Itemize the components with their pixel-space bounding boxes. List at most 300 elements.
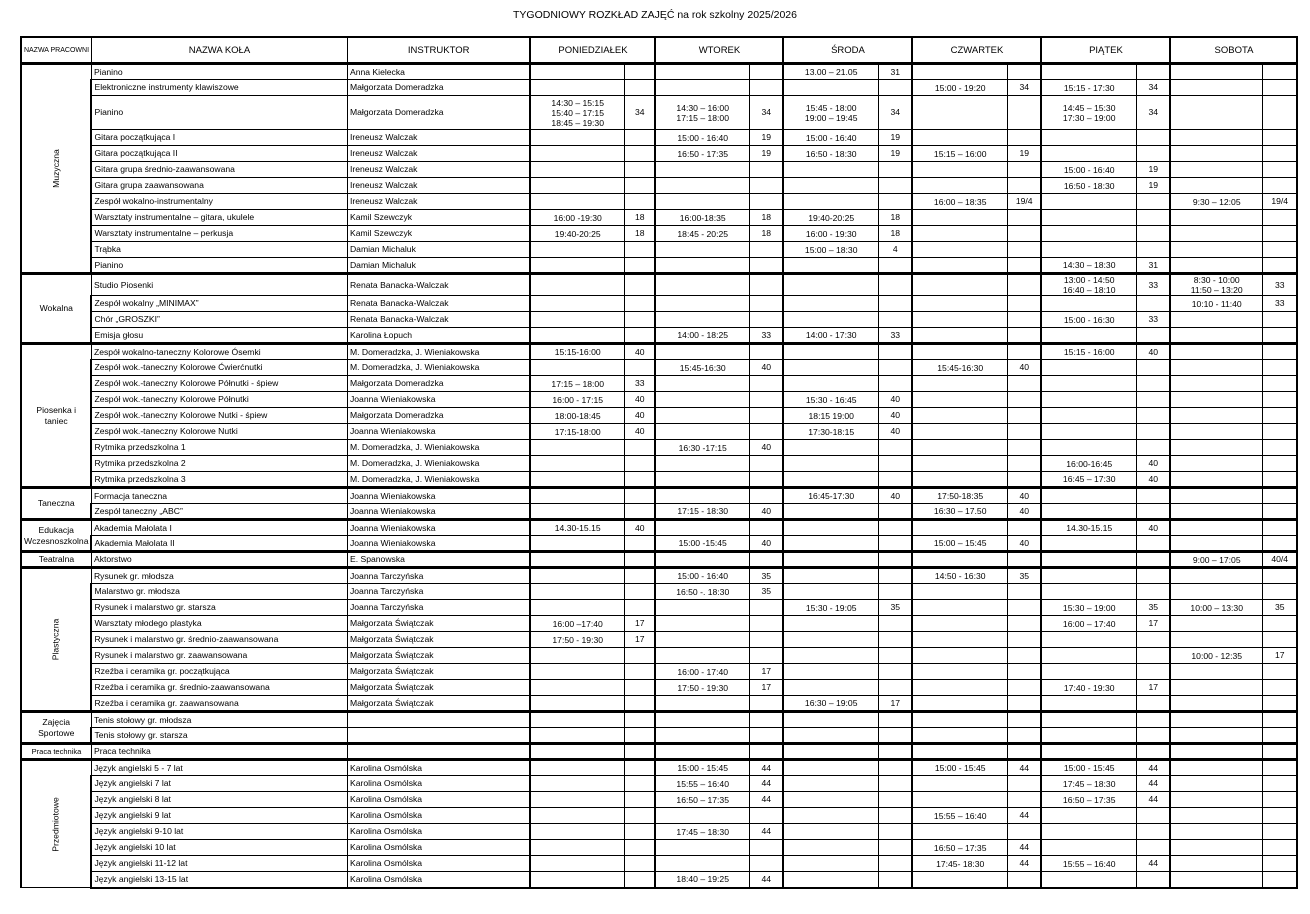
room-number bbox=[749, 728, 783, 744]
table-row bbox=[21, 856, 1297, 872]
room-number bbox=[624, 584, 655, 600]
time-slot bbox=[530, 130, 624, 146]
time-slot bbox=[1170, 744, 1262, 760]
time-slot bbox=[1170, 792, 1262, 808]
room-number: 17 bbox=[624, 632, 655, 648]
room-number bbox=[1136, 488, 1170, 504]
time-slot bbox=[1170, 680, 1262, 696]
table-row bbox=[21, 456, 1297, 472]
room-number bbox=[878, 360, 912, 376]
time-slot bbox=[530, 664, 624, 680]
room-number: 40 bbox=[1007, 488, 1041, 504]
time-slot bbox=[1170, 408, 1262, 424]
room-number: 44 bbox=[1007, 840, 1041, 856]
time-slot: 15:15-16:00 bbox=[530, 344, 624, 360]
room-number bbox=[1262, 728, 1297, 744]
room-number bbox=[878, 664, 912, 680]
room-number: 35 bbox=[878, 600, 912, 616]
instructor-name: Joanna Wieniakowska bbox=[347, 504, 530, 520]
room-group-label bbox=[21, 520, 91, 552]
room-number bbox=[1262, 96, 1297, 130]
room-number bbox=[1136, 64, 1170, 80]
room-number bbox=[749, 696, 783, 712]
room-number bbox=[624, 728, 655, 744]
page-title: TYGODNIOWY ROZKŁAD ZAJĘĆ na rok szkolny 2025/2026 bbox=[513, 9, 797, 21]
table-row bbox=[21, 96, 1297, 130]
room-group-label bbox=[21, 568, 91, 712]
room-number bbox=[749, 856, 783, 872]
room-number: 19 bbox=[1007, 146, 1041, 162]
time-slot bbox=[1170, 584, 1262, 600]
room-number bbox=[1136, 648, 1170, 664]
room-number: 18 bbox=[878, 210, 912, 226]
time-slot bbox=[1041, 648, 1136, 664]
time-slot bbox=[1041, 632, 1136, 648]
room-number: 40 bbox=[1136, 520, 1170, 536]
time-slot bbox=[912, 776, 1007, 792]
time-slot bbox=[912, 376, 1007, 392]
room-number bbox=[878, 616, 912, 632]
time-slot bbox=[783, 472, 878, 488]
time-slot bbox=[912, 226, 1007, 242]
room-number bbox=[1007, 728, 1041, 744]
table-row bbox=[21, 328, 1297, 344]
instructor-name: E. Spanowska bbox=[347, 552, 530, 568]
instructor-name: Małgorzata Świątczak bbox=[347, 616, 530, 632]
time-slot bbox=[655, 162, 749, 178]
time-slot: 16:30 -17:15 bbox=[655, 440, 749, 456]
time-slot bbox=[783, 274, 878, 296]
room-number bbox=[1007, 632, 1041, 648]
time-slot bbox=[1170, 520, 1262, 536]
header-day-tuesday: WTOREK bbox=[655, 37, 783, 64]
time-slot: 16:00 - 17:40 bbox=[655, 664, 749, 680]
time-slot bbox=[1170, 312, 1262, 328]
room-number bbox=[624, 696, 655, 712]
room-number bbox=[1262, 360, 1297, 376]
room-number bbox=[1007, 824, 1041, 840]
instructor-name: M. Domeradzka, J. Wieniakowska bbox=[347, 472, 530, 488]
time-slot: 15:00 - 16:40 bbox=[783, 130, 878, 146]
time-slot bbox=[783, 712, 878, 728]
table-row bbox=[21, 680, 1297, 696]
room-number bbox=[878, 376, 912, 392]
table-row bbox=[21, 584, 1297, 600]
time-slot bbox=[1170, 728, 1262, 744]
instructor-name: Joanna Wieniakowska bbox=[347, 536, 530, 552]
room-number bbox=[1007, 408, 1041, 424]
room-number bbox=[1136, 536, 1170, 552]
room-number bbox=[749, 488, 783, 504]
room-number bbox=[624, 808, 655, 824]
room-number bbox=[749, 242, 783, 258]
course-name: Język angielski 9-10 lat bbox=[91, 824, 347, 840]
header-day-monday: PONIEDZIAŁEK bbox=[530, 37, 655, 64]
room-number bbox=[1007, 424, 1041, 440]
table-row bbox=[21, 696, 1297, 712]
time-slot: 17:40 - 19:30 bbox=[1041, 680, 1136, 696]
room-number bbox=[878, 472, 912, 488]
header-course: NAZWA KOŁA bbox=[91, 37, 347, 64]
room-number bbox=[624, 504, 655, 520]
room-number bbox=[1262, 856, 1297, 872]
room-number bbox=[624, 488, 655, 504]
time-slot bbox=[655, 632, 749, 648]
room-number bbox=[1136, 728, 1170, 744]
instructor-name: Małgorzata Domeradzka bbox=[347, 96, 530, 130]
time-slot bbox=[783, 456, 878, 472]
time-slot: 18:00-18:45 bbox=[530, 408, 624, 424]
time-slot bbox=[1041, 712, 1136, 728]
time-slot bbox=[530, 440, 624, 456]
instructor-name: Małgorzata Domeradzka bbox=[347, 376, 530, 392]
instructor-name: Ireneusz Walczak bbox=[347, 130, 530, 146]
time-slot bbox=[530, 776, 624, 792]
course-name: Akademia Małolata I bbox=[91, 520, 347, 536]
table-row bbox=[21, 872, 1297, 888]
room-number: 33 bbox=[1262, 274, 1297, 296]
room-number: 33 bbox=[624, 376, 655, 392]
room-number: 33 bbox=[1136, 312, 1170, 328]
room-number bbox=[1007, 792, 1041, 808]
room-number bbox=[1007, 456, 1041, 472]
time-slot: 15:45 - 18:00 19:00 – 19:45 bbox=[783, 96, 878, 130]
table-row bbox=[21, 632, 1297, 648]
room-number bbox=[878, 552, 912, 568]
room-number: 33 bbox=[749, 328, 783, 344]
course-name: Chór „GROSZKI” bbox=[91, 312, 347, 328]
time-slot bbox=[1170, 96, 1262, 130]
time-slot: 16:50 – 17:35 bbox=[912, 840, 1007, 856]
time-slot bbox=[530, 258, 624, 274]
time-slot: 15:00 - 16:40 bbox=[655, 130, 749, 146]
room-number bbox=[1007, 344, 1041, 360]
time-slot bbox=[783, 344, 878, 360]
room-number bbox=[1136, 392, 1170, 408]
room-group-name: Muzyczna bbox=[50, 149, 61, 188]
time-slot bbox=[1170, 130, 1262, 146]
instructor-name: Karolina Osmólska bbox=[347, 872, 530, 888]
time-slot bbox=[655, 80, 749, 96]
room-number: 33 bbox=[878, 328, 912, 344]
time-slot bbox=[783, 376, 878, 392]
time-slot bbox=[1170, 760, 1262, 776]
room-number bbox=[878, 632, 912, 648]
time-slot bbox=[1170, 328, 1262, 344]
time-slot: 15:00 -15:45 bbox=[655, 536, 749, 552]
room-number bbox=[878, 296, 912, 312]
room-number bbox=[624, 568, 655, 584]
table-row bbox=[21, 600, 1297, 616]
room-number: 35 bbox=[1007, 568, 1041, 584]
time-slot: 14:30 – 18:30 bbox=[1041, 258, 1136, 274]
course-name: Tenis stołowy gr. młodsza bbox=[91, 712, 347, 728]
time-slot: 19:40-20:25 bbox=[783, 210, 878, 226]
course-name: Język angielski 10 lat bbox=[91, 840, 347, 856]
table-row bbox=[21, 162, 1297, 178]
room-number bbox=[1262, 824, 1297, 840]
time-slot bbox=[783, 616, 878, 632]
room-number bbox=[1007, 440, 1041, 456]
time-slot bbox=[912, 472, 1007, 488]
time-slot bbox=[1170, 776, 1262, 792]
room-number: 40 bbox=[1136, 456, 1170, 472]
room-number: 18 bbox=[749, 210, 783, 226]
time-slot bbox=[912, 632, 1007, 648]
course-name: Zespół wok.-taneczny Kolorowe Półnutki bbox=[91, 392, 347, 408]
course-name: Zespół wokalno-taneczny Kolorowe Ósemki bbox=[91, 344, 347, 360]
time-slot bbox=[1170, 696, 1262, 712]
time-slot bbox=[1170, 146, 1262, 162]
time-slot: 15:15 – 16:00 bbox=[912, 146, 1007, 162]
room-number: 44 bbox=[1136, 856, 1170, 872]
time-slot bbox=[1041, 488, 1136, 504]
room-number: 19 bbox=[749, 130, 783, 146]
time-slot: 17:15 - 18:30 bbox=[655, 504, 749, 520]
instructor-name: Karolina Osmólska bbox=[347, 776, 530, 792]
instructor-name: Małgorzata Świątczak bbox=[347, 664, 530, 680]
course-name: Warsztaty instrumentalne – perkusja bbox=[91, 226, 347, 242]
table-row bbox=[21, 568, 1297, 584]
room-number bbox=[1007, 162, 1041, 178]
time-slot bbox=[530, 808, 624, 824]
instructor-name: Małgorzata Świątczak bbox=[347, 680, 530, 696]
room-number bbox=[878, 728, 912, 744]
room-number bbox=[1262, 64, 1297, 80]
room-number bbox=[1007, 472, 1041, 488]
time-slot bbox=[783, 760, 878, 776]
room-number: 17 bbox=[878, 696, 912, 712]
time-slot: 10:00 - 12:35 bbox=[1170, 648, 1262, 664]
room-number bbox=[878, 80, 912, 96]
time-slot bbox=[530, 872, 624, 888]
room-number bbox=[1262, 584, 1297, 600]
room-number bbox=[1136, 808, 1170, 824]
room-number bbox=[1262, 520, 1297, 536]
room-number: 44 bbox=[1007, 760, 1041, 776]
instructor-name: Małgorzata Świątczak bbox=[347, 648, 530, 664]
instructor-name bbox=[347, 744, 530, 760]
time-slot: 15:00 - 16:30 bbox=[1041, 312, 1136, 328]
time-slot bbox=[912, 328, 1007, 344]
room-group-label bbox=[21, 552, 91, 568]
time-slot: 16:00 - 19:30 bbox=[783, 226, 878, 242]
time-slot bbox=[912, 456, 1007, 472]
time-slot bbox=[783, 520, 878, 536]
room-number bbox=[749, 80, 783, 96]
header-room: NAZWA PRACOWNI bbox=[21, 37, 91, 64]
instructor-name: Joanna Tarczyńska bbox=[347, 584, 530, 600]
room-number: 40 bbox=[749, 440, 783, 456]
time-slot bbox=[1041, 552, 1136, 568]
room-number: 40 bbox=[624, 344, 655, 360]
time-slot bbox=[912, 162, 1007, 178]
time-slot bbox=[783, 504, 878, 520]
time-slot bbox=[912, 130, 1007, 146]
time-slot bbox=[1170, 872, 1262, 888]
time-slot bbox=[1170, 226, 1262, 242]
room-number bbox=[878, 712, 912, 728]
course-name: Zespół wok.-taneczny Kolorowe Ćwierćnutki bbox=[91, 360, 347, 376]
room-number bbox=[1262, 840, 1297, 856]
course-name: Rytmika przedszkolna 2 bbox=[91, 456, 347, 472]
time-slot bbox=[530, 162, 624, 178]
room-number bbox=[624, 130, 655, 146]
time-slot: 17:15 – 18:00 bbox=[530, 376, 624, 392]
room-number bbox=[1007, 696, 1041, 712]
time-slot: 17:45 – 18:30 bbox=[655, 824, 749, 840]
schedule-body bbox=[21, 64, 1297, 888]
table-row bbox=[21, 536, 1297, 552]
time-slot: 17:45- 18:30 bbox=[912, 856, 1007, 872]
room-number: 19 bbox=[749, 146, 783, 162]
room-number bbox=[749, 456, 783, 472]
room-number bbox=[878, 680, 912, 696]
room-number: 34 bbox=[624, 96, 655, 130]
room-number: 19 bbox=[1136, 178, 1170, 194]
room-number: 35 bbox=[1262, 600, 1297, 616]
room-number bbox=[749, 648, 783, 664]
time-slot bbox=[655, 840, 749, 856]
time-slot bbox=[912, 648, 1007, 664]
time-slot bbox=[1041, 424, 1136, 440]
room-number bbox=[1262, 696, 1297, 712]
room-number: 33 bbox=[1262, 296, 1297, 312]
time-slot bbox=[1170, 162, 1262, 178]
time-slot: 10:10 - 11:40 bbox=[1170, 296, 1262, 312]
room-group-name: Praca technika bbox=[31, 747, 82, 756]
course-name: Warsztaty instrumentalne – gitara, ukulele bbox=[91, 210, 347, 226]
instructor-name: Renata Banacka-Walczak bbox=[347, 274, 530, 296]
room-number bbox=[1136, 226, 1170, 242]
room-number bbox=[1136, 568, 1170, 584]
room-number: 18 bbox=[878, 226, 912, 242]
room-number bbox=[624, 360, 655, 376]
time-slot: 16:50 – 17:35 bbox=[1041, 792, 1136, 808]
room-number bbox=[878, 840, 912, 856]
room-number bbox=[624, 162, 655, 178]
time-slot bbox=[912, 312, 1007, 328]
room-number bbox=[878, 344, 912, 360]
room-number bbox=[1007, 274, 1041, 296]
time-slot bbox=[783, 440, 878, 456]
room-number bbox=[1136, 328, 1170, 344]
table-row bbox=[21, 616, 1297, 632]
room-number: 34 bbox=[1007, 80, 1041, 96]
time-slot: 14:45 – 15:30 17:30 – 19:00 bbox=[1041, 96, 1136, 130]
room-number: 31 bbox=[1136, 258, 1170, 274]
time-slot bbox=[912, 792, 1007, 808]
room-number bbox=[1262, 680, 1297, 696]
room-number bbox=[624, 80, 655, 96]
table-row bbox=[21, 472, 1297, 488]
time-slot bbox=[655, 242, 749, 258]
room-number bbox=[1136, 408, 1170, 424]
time-slot: 16:00-16:45 bbox=[1041, 456, 1136, 472]
time-slot bbox=[530, 194, 624, 210]
room-number bbox=[878, 312, 912, 328]
time-slot bbox=[1170, 64, 1262, 80]
header-day-saturday: SOBOTA bbox=[1170, 37, 1297, 64]
room-number bbox=[1136, 872, 1170, 888]
time-slot bbox=[1170, 440, 1262, 456]
time-slot bbox=[912, 210, 1007, 226]
room-number bbox=[1007, 96, 1041, 130]
room-number bbox=[1007, 376, 1041, 392]
time-slot bbox=[655, 648, 749, 664]
time-slot: 16:30 – 17.50 bbox=[912, 504, 1007, 520]
time-slot bbox=[655, 344, 749, 360]
time-slot: 15:00 - 19:20 bbox=[912, 80, 1007, 96]
room-number bbox=[749, 552, 783, 568]
table-row bbox=[21, 424, 1297, 440]
time-slot bbox=[655, 178, 749, 194]
room-number: 44 bbox=[1136, 776, 1170, 792]
time-slot bbox=[1170, 456, 1262, 472]
room-number bbox=[1262, 456, 1297, 472]
time-slot bbox=[783, 728, 878, 744]
table-row bbox=[21, 210, 1297, 226]
room-number bbox=[1007, 312, 1041, 328]
course-name: Akademia Małolata II bbox=[91, 536, 347, 552]
room-number: 40 bbox=[749, 360, 783, 376]
time-slot bbox=[783, 194, 878, 210]
room-number: 44 bbox=[749, 776, 783, 792]
room-number bbox=[1007, 520, 1041, 536]
time-slot bbox=[655, 728, 749, 744]
course-name: Elektroniczne instrumenty klawiszowe bbox=[91, 80, 347, 96]
time-slot bbox=[912, 584, 1007, 600]
room-number bbox=[1136, 712, 1170, 728]
time-slot bbox=[655, 376, 749, 392]
room-number bbox=[1007, 712, 1041, 728]
time-slot: 17:45 – 18:30 bbox=[1041, 776, 1136, 792]
room-number bbox=[878, 744, 912, 760]
header-day-wednesday: ŚRODA bbox=[783, 37, 912, 64]
room-number bbox=[878, 456, 912, 472]
room-number bbox=[878, 194, 912, 210]
time-slot bbox=[655, 274, 749, 296]
room-number bbox=[1136, 824, 1170, 840]
time-slot bbox=[530, 648, 624, 664]
time-slot bbox=[530, 472, 624, 488]
instructor-name: Ireneusz Walczak bbox=[347, 146, 530, 162]
room-number bbox=[1007, 664, 1041, 680]
table-row bbox=[21, 824, 1297, 840]
time-slot bbox=[912, 344, 1007, 360]
time-slot bbox=[1170, 392, 1262, 408]
time-slot: 16:50 - 17:35 bbox=[655, 146, 749, 162]
instructor-name: Joanna Tarczyńska bbox=[347, 600, 530, 616]
time-slot bbox=[912, 600, 1007, 616]
room-number bbox=[878, 760, 912, 776]
course-name: Rytmika przedszkolna 1 bbox=[91, 440, 347, 456]
course-name: Rysunek i malarstwo gr. średnio-zaawansowana bbox=[91, 632, 347, 648]
room-number bbox=[878, 792, 912, 808]
room-number: 34 bbox=[749, 96, 783, 130]
room-number bbox=[1007, 648, 1041, 664]
time-slot: 14:50 - 16:30 bbox=[912, 568, 1007, 584]
room-group-name: Zajęcia Sportowe bbox=[38, 716, 75, 738]
room-number bbox=[749, 712, 783, 728]
time-slot: 16:45 – 17:30 bbox=[1041, 472, 1136, 488]
time-slot bbox=[1170, 258, 1262, 274]
time-slot bbox=[530, 728, 624, 744]
table-row bbox=[21, 258, 1297, 274]
instructor-name bbox=[347, 728, 530, 744]
room-number bbox=[1136, 440, 1170, 456]
time-slot bbox=[530, 274, 624, 296]
